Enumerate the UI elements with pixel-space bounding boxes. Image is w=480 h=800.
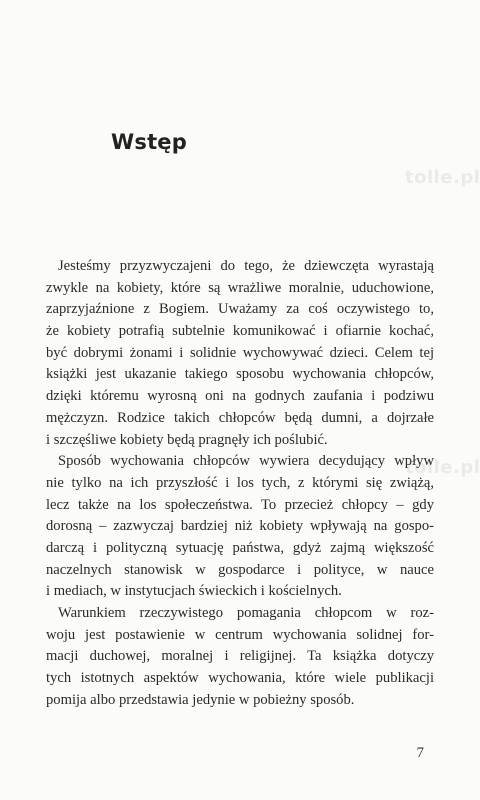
text-line: tych istotnych aspektów wychowania, które wiele publikacji (46, 670, 434, 687)
text-line: Sposób wychowania chłopców wywiera decydujący wpływ (58, 453, 434, 470)
page-number: 7 (416, 745, 424, 761)
text-line: być dobrymi żonami i solidnie wychowywać dzieci. Celem tej (46, 344, 434, 361)
chapter-title: Wstęp (111, 130, 187, 154)
text-line: dzięki któremu wyrosną oni na godnych zaufania i podziwu (46, 388, 434, 405)
text-line: Jesteśmy przyzwyczajeni do tego, że dziewczęta wyrastają (58, 258, 434, 274)
text-line: zwykle na kobiety, które są wrażliwe moralnie, uduchowione, (46, 279, 434, 296)
paragraph-1 (46, 256, 434, 451)
text-line: książki jest ukazanie takiego sposobu wychowania chłopców, (46, 366, 434, 383)
text-line: lecz także na los społeczeństwa. To przecież chłopcy – gdy (46, 496, 434, 513)
text-line: i szczęśliwe kobiety będą pragnęły ich poślubić. (46, 431, 328, 448)
text-line: nie tylko na ich przyszłość i los tych, z którymi się zwiążą, (46, 474, 434, 491)
text-line: darczą i polityczną sytuację państwa, gdyż zajmą większość (46, 539, 434, 556)
text-line: i mediach, w instytucjach świeckich i kościelnych. (46, 583, 342, 600)
text-line: że kobiety potrafią subtelnie komunikować i ofiarnie kochać, (46, 323, 434, 340)
text-line: woju jest postawienie w centrum wychowania solidnej for- (46, 626, 434, 643)
paragraph-3 (46, 603, 434, 711)
text-line: mężczyzn. Rodzice takich chłopców będą dumni, a dojrzałe (46, 409, 434, 426)
paragraph-2 (46, 451, 434, 603)
text-line: macji duchowej, moralnej i religijnej. Ta książka dotyczy (46, 648, 434, 665)
text-line: naczelnych stanowisk w gospodarce i polityce, w nauce (46, 561, 434, 578)
text-line: zaprzyjaźnione z Bogiem. Uważamy za coś oczywistego to, (46, 301, 434, 318)
watermark-logo: tolle.pl (405, 457, 480, 478)
watermark-logo: tolle.pl (405, 167, 480, 188)
body-text (46, 256, 434, 711)
text-line: Warunkiem rzeczywistego pomagania chłopcom w roz- (58, 605, 434, 621)
text-line: pomija albo przedstawia jedynie w pobieżny sposób. (46, 691, 355, 708)
text-line: dorosną – zazwyczaj bardziej niż kobiety wpływają na gospo- (46, 518, 434, 535)
